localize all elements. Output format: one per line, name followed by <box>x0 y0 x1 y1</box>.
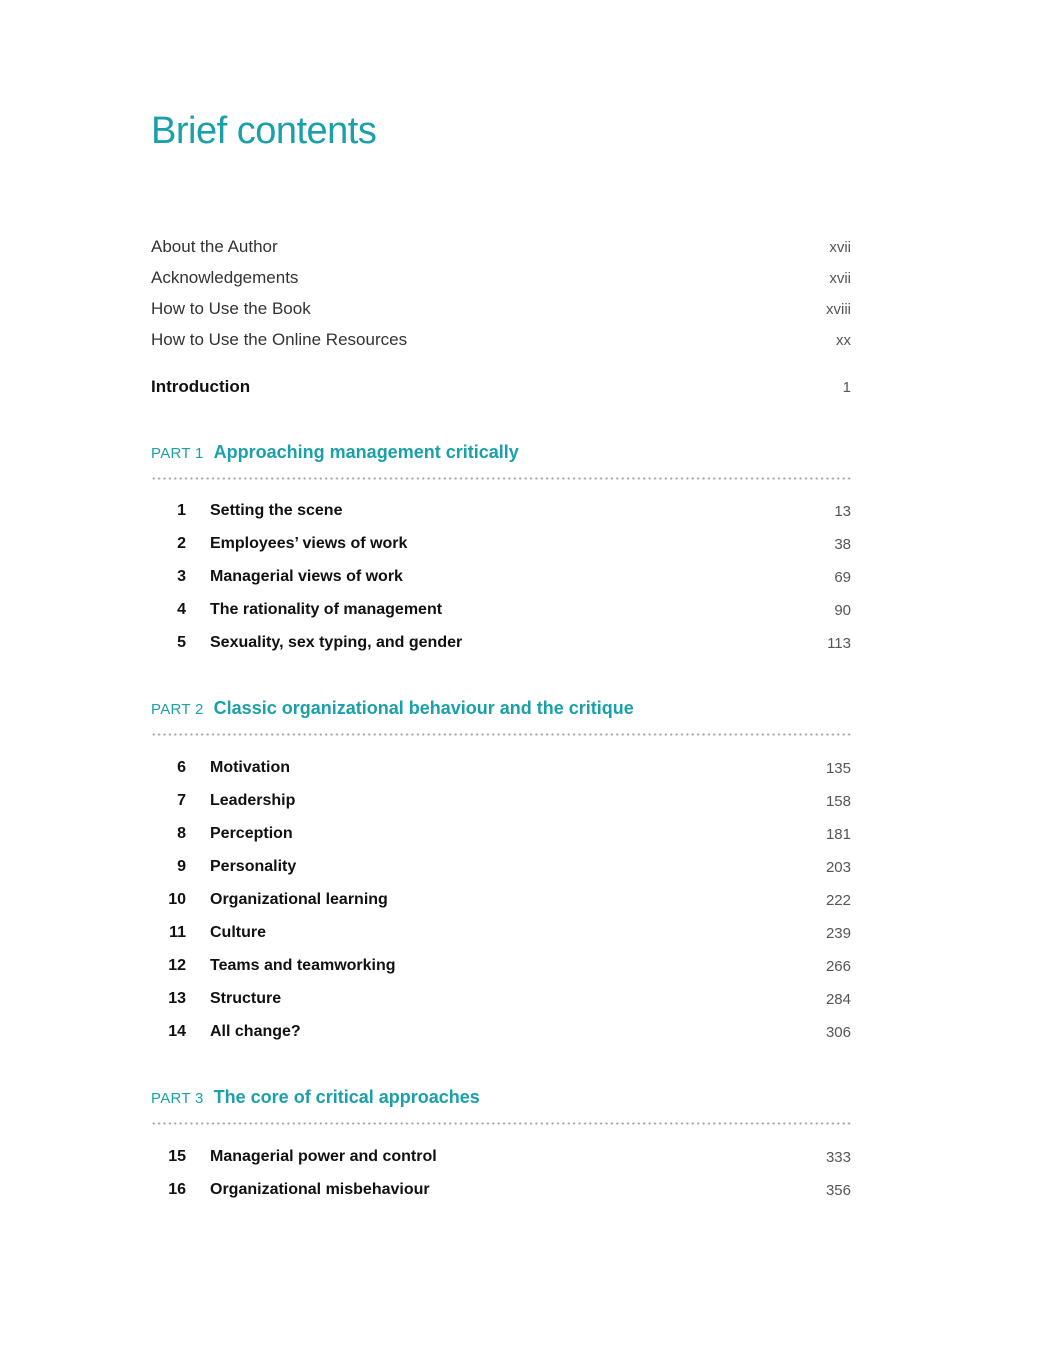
part-1-header <box>151 442 851 468</box>
chapter-row[interactable] <box>151 756 851 780</box>
page-title: Brief contents <box>151 110 377 152</box>
toc-entry-page: 1 <box>842 378 851 396</box>
chapter-title: Managerial views of work <box>210 568 403 585</box>
toc-entry-label: Acknowledgements <box>151 268 299 287</box>
chapter-page: 222 <box>825 891 851 909</box>
chapter-title: Organizational learning <box>210 891 388 908</box>
chapter-page: 38 <box>834 535 851 553</box>
toc-entry-acknowledgements[interactable] <box>151 266 851 290</box>
chapter-title: Employees’ views of work <box>210 535 408 552</box>
chapter-row[interactable] <box>151 631 851 655</box>
toc-entry-how-to-use-book[interactable] <box>151 297 851 321</box>
toc-entry-page: xviii <box>826 300 851 318</box>
chapter-number: 1 <box>177 502 186 519</box>
chapter-number: 12 <box>168 957 186 974</box>
chapter-number: 11 <box>169 924 186 941</box>
chapter-row[interactable] <box>151 565 851 589</box>
chapter-title: Setting the scene <box>210 502 343 519</box>
chapter-page: 13 <box>834 502 851 520</box>
chapter-title: Managerial power and control <box>210 1148 437 1165</box>
chapter-row[interactable] <box>151 789 851 813</box>
chapter-page: 113 <box>827 634 851 652</box>
chapter-title: Culture <box>210 924 266 941</box>
toc-entry-page: xx <box>836 331 851 349</box>
toc-entry-introduction[interactable] <box>151 375 851 399</box>
chapter-row[interactable] <box>151 888 851 912</box>
chapter-page: 306 <box>825 1023 851 1041</box>
toc-entry-page: xvii <box>829 238 851 256</box>
chapter-row[interactable] <box>151 987 851 1011</box>
toc-entry-online-resources[interactable] <box>151 328 851 352</box>
chapter-page: 158 <box>825 792 851 810</box>
toc-entry-about-author[interactable] <box>151 235 851 259</box>
chapter-row[interactable] <box>151 822 851 846</box>
chapter-page: 356 <box>825 1181 851 1199</box>
part-title: Approaching management critically <box>213 442 519 462</box>
chapter-row[interactable] <box>151 855 851 879</box>
chapter-row[interactable] <box>151 532 851 556</box>
chapter-page: 203 <box>825 858 851 876</box>
chapter-title: Structure <box>210 990 282 1007</box>
chapter-title: Perception <box>210 825 293 842</box>
chapter-row[interactable] <box>151 1178 851 1202</box>
chapter-row[interactable] <box>151 1020 851 1044</box>
dotted-divider <box>151 1122 851 1125</box>
chapter-number: 8 <box>177 825 186 842</box>
toc-entry-label: Introduction <box>151 377 251 396</box>
chapter-page: 90 <box>834 601 851 619</box>
chapter-page: 135 <box>825 759 851 777</box>
chapter-title: Sexuality, sex typing, and gender <box>210 634 463 651</box>
chapter-title: The rationality of management <box>210 601 443 618</box>
chapter-title: Organizational misbehaviour <box>210 1181 430 1198</box>
chapter-number: 4 <box>177 601 186 618</box>
part-3-header <box>151 1087 851 1113</box>
part-label: PART 2 <box>151 701 204 718</box>
part-title: The core of critical approaches <box>213 1087 480 1107</box>
chapter-number: 16 <box>168 1181 186 1198</box>
toc-entry-label: How to Use the Book <box>151 299 311 318</box>
chapter-page: 333 <box>825 1148 851 1166</box>
chapter-title: Personality <box>210 858 297 875</box>
part-title: Classic organizational behaviour and the critique <box>213 698 634 718</box>
chapter-number: 9 <box>177 858 186 875</box>
chapter-number: 7 <box>177 792 186 809</box>
part-label: PART 1 <box>151 445 204 462</box>
chapter-page: 266 <box>825 957 851 975</box>
chapter-number: 10 <box>168 891 186 908</box>
chapter-number: 6 <box>177 759 186 776</box>
toc-entry-page: xvii <box>829 269 851 287</box>
chapter-page: 181 <box>825 825 851 843</box>
chapter-number: 14 <box>168 1023 186 1040</box>
chapter-title: All change? <box>210 1023 301 1040</box>
dotted-divider <box>151 733 851 736</box>
chapter-page: 69 <box>834 568 851 586</box>
chapter-row[interactable] <box>151 1145 851 1169</box>
part-2-header <box>151 698 851 724</box>
toc-entry-label: How to Use the Online Resources <box>151 330 408 349</box>
chapter-row[interactable] <box>151 954 851 978</box>
chapter-page: 284 <box>825 990 851 1008</box>
chapter-number: 13 <box>168 990 186 1007</box>
chapter-row[interactable] <box>151 921 851 945</box>
part-label: PART 3 <box>151 1090 204 1107</box>
chapter-title: Motivation <box>210 759 290 776</box>
chapter-title: Leadership <box>210 792 296 809</box>
dotted-divider <box>151 477 851 480</box>
toc-entry-label: About the Author <box>151 237 278 256</box>
chapter-row[interactable] <box>151 499 851 523</box>
chapter-number: 5 <box>177 634 186 651</box>
chapter-number: 3 <box>177 568 186 585</box>
chapter-title: Teams and teamworking <box>210 957 396 974</box>
chapter-number: 15 <box>168 1148 186 1165</box>
chapter-page: 239 <box>825 924 851 942</box>
chapter-row[interactable] <box>151 598 851 622</box>
chapter-number: 2 <box>177 535 186 552</box>
